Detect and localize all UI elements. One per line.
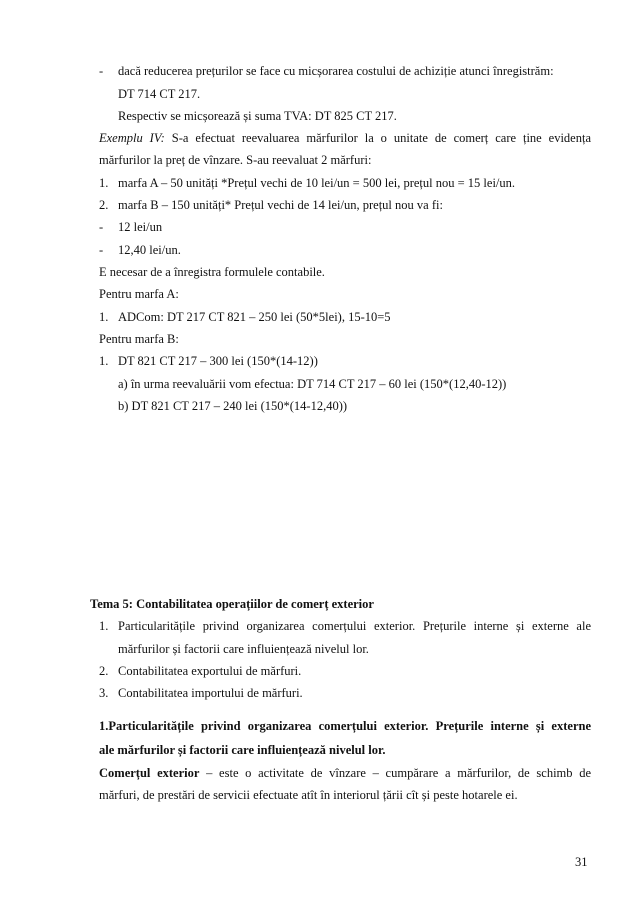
list-dash-marker: - bbox=[99, 220, 104, 234]
example-label: Exemplu IV: bbox=[99, 131, 165, 145]
list-number: 2. bbox=[99, 198, 109, 212]
subsection-heading: 1.Particularitățile privind organizarea comerțului exterior. Prețurile interne și externe bbox=[99, 719, 591, 733]
list-subitem: a) în urma reevaluării vom efectua: DT 714 CT 217 – 60 lei (150*(12,40-12)) bbox=[118, 377, 507, 391]
paragraph-line: Respectiv se micșorează și suma TVA: DT 825 CT 217. bbox=[118, 109, 397, 123]
list-number: 1. bbox=[99, 310, 109, 324]
list-item: 12,40 lei/un. bbox=[118, 243, 181, 257]
list-item: Contabilitatea exportului de mărfuri. bbox=[118, 664, 302, 678]
list-number: 1. bbox=[99, 354, 109, 368]
list-number: 1. bbox=[99, 176, 109, 190]
example-line bbox=[99, 130, 591, 146]
paragraph-line: mărfurilor la preț de vînzare. S-au reevaluat 2 mărfuri: bbox=[99, 153, 372, 167]
paragraph-line: dacă reducerea prețurilor se face cu micșorarea costului de achiziție atunci înregistrăm: bbox=[118, 64, 554, 78]
definition-text: – este o activitate de vînzare – cumpărare a mărfurilor, de schimb de bbox=[206, 766, 592, 780]
definition-line bbox=[99, 765, 591, 781]
list-item: 12 lei/un bbox=[118, 220, 163, 234]
paragraph-line: Pentru marfa A: bbox=[99, 287, 179, 301]
list-item: ADCom: DT 217 CT 821 – 250 lei (50*5lei), 15-10=5 bbox=[118, 310, 391, 324]
list-item-continuation: mărfurilor și factorii care influiențează nivelul lor. bbox=[118, 642, 369, 656]
list-number: 3. bbox=[99, 686, 109, 700]
definition-term: Comerțul exterior bbox=[99, 766, 200, 780]
list-number: 1. bbox=[99, 619, 109, 633]
list-item: Contabilitatea importului de mărfuri. bbox=[118, 686, 303, 700]
paragraph-line: E necesar de a înregistra formulele contabile. bbox=[99, 265, 325, 279]
subsection-heading: ale mărfurilor și factorii care influiențează nivelul lor. bbox=[99, 743, 386, 757]
page-number: 31 bbox=[575, 855, 588, 869]
list-number: 2. bbox=[99, 664, 109, 678]
list-dash-marker: - bbox=[99, 64, 104, 78]
paragraph-line: DT 714 CT 217. bbox=[118, 87, 201, 101]
list-item: Particularitățile privind organizarea comerțului exterior. Prețurile interne și externe ale bbox=[118, 619, 591, 633]
list-subitem: b) DT 821 CT 217 – 240 lei (150*(14-12,40)) bbox=[118, 399, 348, 413]
paragraph-line: Pentru marfa B: bbox=[99, 332, 179, 346]
list-dash-marker: - bbox=[99, 243, 104, 257]
example-text: S-a efectuat reevaluarea mărfurilor la o unitate de comerț care ține evidența bbox=[171, 131, 591, 145]
list-item: marfa A – 50 unități *Prețul vechi de 10 lei/un = 500 lei, prețul nou = 15 lei/un. bbox=[118, 176, 516, 190]
paragraph-line: mărfuri, de prestări de servicii efectuate atît în interiorul țării cît și peste hotarele ei. bbox=[99, 788, 518, 802]
list-item: marfa B – 150 unități* Prețul vechi de 14 lei/un, prețul nou va fi: bbox=[118, 198, 443, 212]
list-item: DT 821 CT 217 – 300 lei (150*(14-12)) bbox=[118, 354, 318, 368]
section-title: Tema 5: Contabilitatea operațiilor de comerț exterior bbox=[90, 597, 374, 611]
